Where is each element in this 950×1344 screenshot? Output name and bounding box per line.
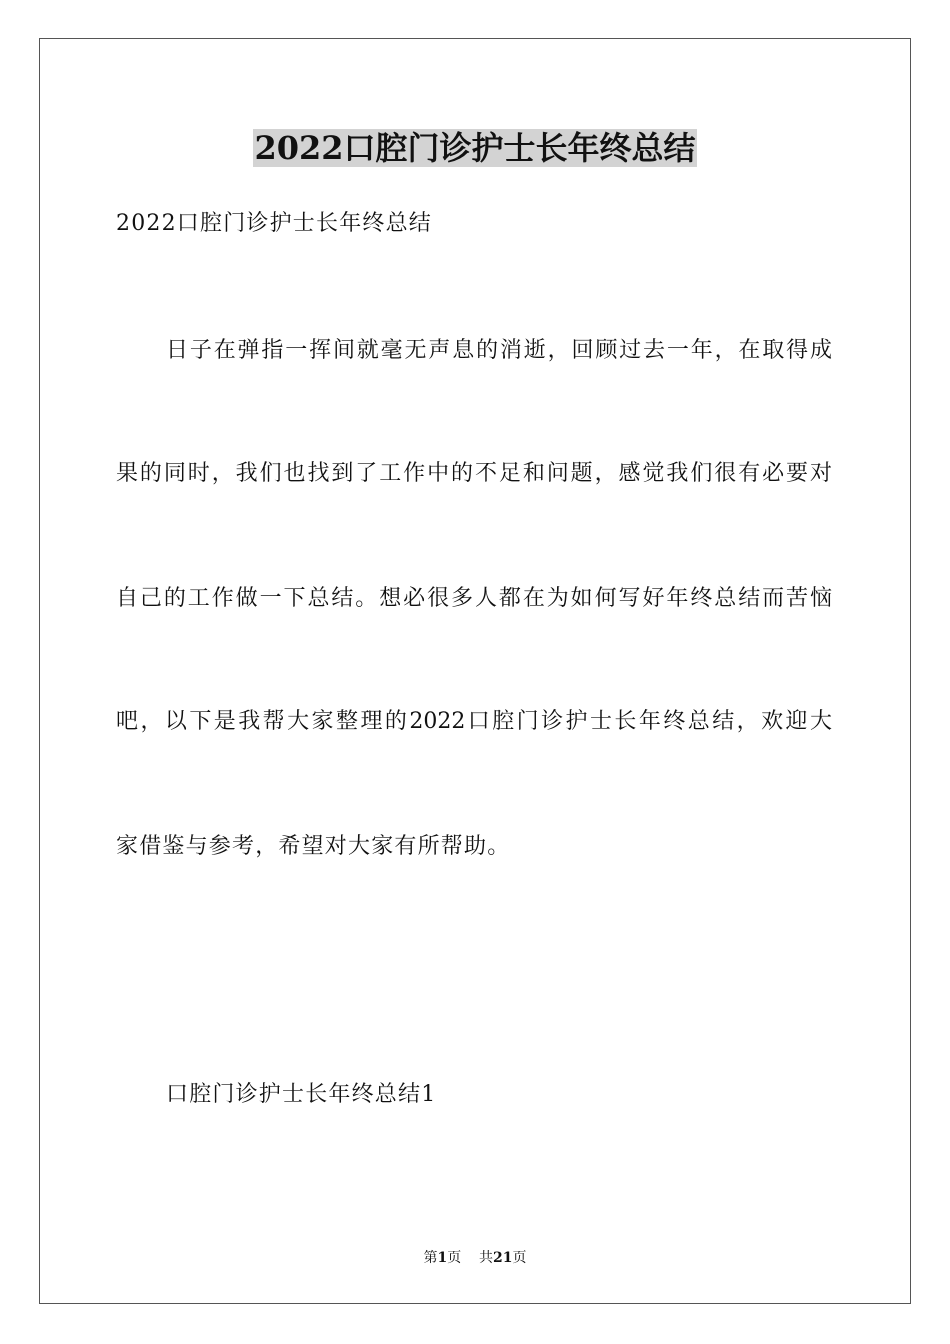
paragraph-line-5: 家借鉴与参考，希望对大家有所帮助。	[116, 834, 511, 859]
document-subtitle: 2022口腔门诊护士长年终总结	[116, 211, 432, 236]
footer-page-suffix: 页	[447, 1250, 462, 1266]
footer-total-prefix: 共	[479, 1250, 494, 1266]
footer-total-suffix: 页	[512, 1250, 527, 1266]
page-footer	[0, 1248, 950, 1268]
footer-page-number: 1	[437, 1250, 448, 1266]
paragraph-line-1: 日子在弹指一挥间就毫无声息的消逝，回顾过去一年，在取得成	[166, 338, 832, 363]
paragraph-line-4: 吧，以下是我帮大家整理的2022口腔门诊护士长年终总结，欢迎大	[116, 709, 832, 734]
footer-total-pages: 21	[493, 1250, 513, 1266]
footer-page-prefix: 第	[423, 1250, 438, 1266]
document-title-text: 2022口腔门诊护士长年终总结	[254, 129, 696, 167]
paragraph-line-2: 果的同时，我们也找到了工作中的不足和问题，感觉我们很有必要对	[116, 461, 832, 486]
document-title	[0, 124, 950, 172]
section-heading: 口腔门诊护士长年终总结1	[166, 1082, 437, 1107]
paragraph-line-3: 自己的工作做一下总结。想必很多人都在为如何写好年终总结而苦恼	[116, 586, 832, 611]
